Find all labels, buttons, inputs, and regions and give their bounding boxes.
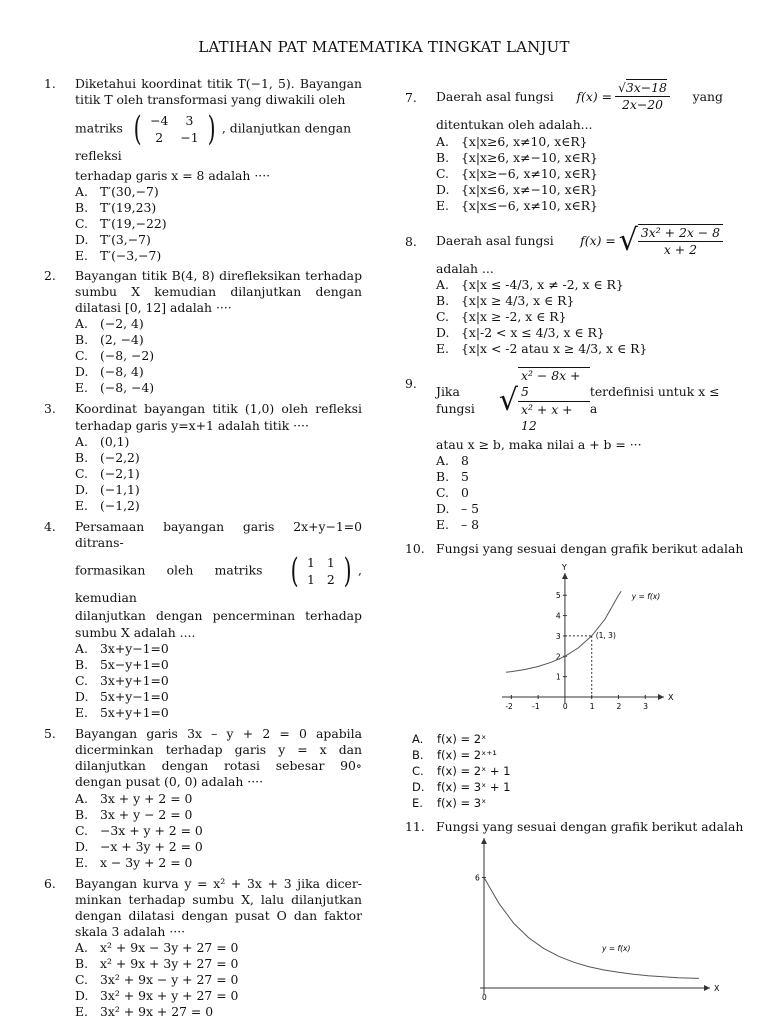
option-a <box>75 641 362 657</box>
option-e <box>75 1004 362 1020</box>
option-e <box>436 517 723 533</box>
option-letter: E. <box>75 497 88 513</box>
option-letter: E. <box>75 704 88 720</box>
option-text: x − 3y + 2 = 0 <box>100 854 193 870</box>
option-letter: B. <box>436 469 450 485</box>
option-c <box>436 485 723 501</box>
x-axis-label: X <box>668 693 674 703</box>
option-text: T′(19,23) <box>100 199 157 215</box>
option-d <box>75 689 362 705</box>
matrix: ( −4 3 2 −1 ) <box>133 109 216 150</box>
question-9: 9. Jika fungsi √ $\frac{\text{x² − 8x + 5}}{\text{x² + x + 12}}$ terdefinisi untuk x ≤ a atau x ≥ b, maka nilai a + b = ··· A. 8 B. 5 C. 0 D. – 5 E. – 8 <box>405 367 723 533</box>
option-letter: D. <box>75 688 89 704</box>
option-letter: C. <box>75 672 88 688</box>
options <box>75 184 362 264</box>
option-e <box>75 498 362 514</box>
option-c <box>412 763 723 779</box>
option-text: f(x) = 2ˣ + 1 <box>437 764 511 779</box>
option-letter: E. <box>436 517 449 533</box>
option-letter: D. <box>75 231 89 247</box>
option-letter: B. <box>412 748 424 763</box>
option-text: {x|x≥6, x≠10, x∈R} <box>461 133 588 149</box>
options <box>75 940 362 1020</box>
option-b <box>412 747 723 763</box>
graph-question-11 <box>474 838 724 1003</box>
option-letter: D. <box>75 364 89 380</box>
question-10: 10. Fungsi yang sesuai dengan grafik berikut adalah X Y -2 -1 0 1 2 3 1 2 3 4 5 (1, 3) y = f(x) A. f(x) = 2ˣ B. f(x) = 2ˣ⁺¹ C. f(x) = 2ˣ + 1 D. f(x) = 3ˣ + 1 E. f(x) = 3ˣ <box>405 541 744 811</box>
option-text: 5x+y+1=0 <box>100 704 169 720</box>
option-c <box>436 166 723 182</box>
option-b <box>436 469 723 485</box>
option-b <box>436 293 723 309</box>
option-letter: E. <box>75 854 88 870</box>
question-1: 1. Diketahui koordinat titik T(−1, 5). Bayangan titik T oleh transformasi yang diwakili oleh matriks ( −4 3 2 −1 ) , dilanjutkan dengan refleksi terhadap garis x = 8 adalah ···· A. T′(30,−7) B. T′(19,23) C. T′(19,−22) D. T′(3,−7) E. T′(−3,−7) <box>44 76 362 263</box>
options <box>436 453 723 533</box>
option-c <box>75 972 362 988</box>
y-axis-arrow <box>562 573 568 579</box>
x-tick-label: -2 <box>505 702 513 712</box>
curve <box>484 877 699 978</box>
option-text: x² + 9x − 3y + 27 = 0 <box>100 940 239 956</box>
option-text: −3x + y + 2 = 0 <box>100 822 203 838</box>
question-number: 1. <box>44 76 56 91</box>
option-letter: A. <box>75 316 88 332</box>
option-letter: D. <box>75 481 89 497</box>
option-c <box>75 823 362 839</box>
option-d <box>436 182 723 198</box>
point-label: (1, 3) <box>595 631 616 641</box>
options <box>75 791 362 871</box>
option-text: 5x+y−1=0 <box>100 688 169 704</box>
option-e <box>75 248 362 264</box>
right-column <box>405 80 744 1003</box>
option-letter: B. <box>75 806 89 822</box>
option-d <box>75 232 362 248</box>
option-text: (−8, −4) <box>100 380 155 396</box>
option-a <box>75 184 362 200</box>
y-tick-label: 3 <box>555 632 561 642</box>
option-letter: C. <box>75 465 88 481</box>
option-b <box>75 332 362 348</box>
option-e <box>75 380 362 396</box>
option-letter: B. <box>436 293 450 309</box>
option-b <box>75 807 362 823</box>
y-tick-label: 1 <box>555 673 561 683</box>
option-b <box>75 450 362 466</box>
option-e <box>436 341 723 357</box>
x-tick-label: 0 <box>562 702 568 712</box>
x-tick-label: -1 <box>532 702 540 712</box>
option-a <box>436 277 723 293</box>
option-a <box>412 731 723 747</box>
option-letter: D. <box>436 501 450 517</box>
options <box>75 316 362 396</box>
y-tick-label: 5 <box>555 591 561 601</box>
question-stem: Diketahui koordinat titik T(−1, 5). Bayangan titik T oleh transformasi yang diwakili oleh <box>75 76 362 108</box>
options <box>75 641 362 721</box>
option-letter: B. <box>75 332 89 348</box>
question-3: 3. Koordinat bayangan titik (1,0) oleh refleksi terhadap garis y=x+1 adalah titik ···· A. (0,1) B. (−2,2) C. (−2,1) D. (−1,1) E. (−1,2) <box>44 401 362 513</box>
option-letter: B. <box>75 956 89 972</box>
option-text: (−1,1) <box>100 481 140 497</box>
option-text: (−2,1) <box>100 465 140 481</box>
graph-question-10 <box>488 561 678 719</box>
option-text: (−8, −2) <box>100 348 155 364</box>
option-a <box>436 134 723 150</box>
option-d <box>75 482 362 498</box>
option-letter: C. <box>75 822 88 838</box>
option-text: −x + 3y + 2 = 0 <box>100 838 203 854</box>
option-letter: A. <box>75 433 88 449</box>
option-text: f(x) = 3ˣ + 1 <box>437 780 511 795</box>
option-letter: A. <box>436 453 449 469</box>
option-c <box>75 216 362 232</box>
option-text: 0 <box>461 485 469 501</box>
option-letter: E. <box>436 341 449 357</box>
options <box>436 277 723 357</box>
x-axis-arrow <box>658 694 664 700</box>
options <box>75 434 362 514</box>
option-letter: C. <box>75 215 88 231</box>
question-7: 7. Daerah asal fungsi f(x) = $\frac{√3x-18}{2x-20}$ yang ditentukan oleh adalah... A. {x|x≥6, x≠10, x∈R} B. {x|x≥6, x≠−10, x∈R} C. {x|x≥−6, x≠10, x∈R} D. {x|x≤6, x≠−10, x∈R} E. {x|x≤−6, x≠10, x∈R} <box>405 80 723 213</box>
option-text: 3x + y + 2 = 0 <box>100 790 193 806</box>
page-title: LATIHAN PAT MATEMATIKA TINGKAT LANJUT <box>198 38 570 56</box>
x-axis-label: X <box>714 983 720 993</box>
option-b <box>436 150 723 166</box>
left-column <box>44 76 362 1020</box>
option-a <box>75 434 362 450</box>
y-axis-arrow <box>481 838 487 844</box>
y-axis-label: Y <box>561 563 567 573</box>
option-letter: D. <box>75 988 89 1004</box>
question-4: 4. Persamaan bayangan garis 2x+y−1=0 ditrans- formasikan oleh matriks ( 1 1 1 2 ) , kemudian dilanjutkan dengan pencerminan terhadap sumbu X adalah .... A. 3x+y−1=0 B. 5x−y+1=0 C. 3x+y+1=0 D. 5x+y−1=0 E. 5x+y+1=0 <box>44 518 362 720</box>
option-c <box>75 466 362 482</box>
option-letter: E. <box>75 1004 88 1020</box>
option-letter: C. <box>436 309 449 325</box>
option-c <box>436 309 723 325</box>
option-text: 3x+y−1=0 <box>100 640 169 656</box>
option-e <box>412 795 723 811</box>
option-text: – 5 <box>461 501 480 517</box>
question-2: 2. Bayangan titik B(4, 8) direfleksikan terhadap sumbu X kemudian dilanjutkan dengan dilatasi [0, 12] adalah ···· A. (−2, 4) B. (2, −4) C. (−8, −2) D. (−8, 4) E. (−8, −4) <box>44 267 362 396</box>
option-text: {x|-2 < x ≤ 4/3, x ∈ R} <box>461 325 605 341</box>
x-axis-arrow <box>704 985 710 991</box>
option-c <box>75 673 362 689</box>
option-text: {x|x≥6, x≠−10, x∈R} <box>461 149 598 165</box>
option-text: {x|x < -2 atau x ≥ 4/3, x ∈ R} <box>461 341 648 357</box>
option-text: {x|x ≥ -2, x ∈ R} <box>461 309 567 325</box>
option-d <box>412 779 723 795</box>
option-d <box>436 501 723 517</box>
x-tick-label: 2 <box>616 702 622 712</box>
option-letter: C. <box>75 348 88 364</box>
option-letter: E. <box>436 197 449 213</box>
x-tick-label: 1 <box>589 702 595 712</box>
option-text: (0,1) <box>100 433 130 449</box>
option-letter: D. <box>75 838 89 854</box>
option-letter: B. <box>75 656 89 672</box>
option-text: {x|x≤6, x≠−10, x∈R} <box>461 181 598 197</box>
x-tick-label: 0 <box>482 992 487 1002</box>
y-tick-label: 4 <box>555 612 561 622</box>
curve-label: y = f(x) <box>631 592 661 602</box>
option-text: 3x + y − 2 = 0 <box>100 806 193 822</box>
option-text: f(x) = 2ˣ⁺¹ <box>437 748 497 763</box>
option-text: (−2,2) <box>100 449 140 465</box>
curve-label: y = f(x) <box>602 943 631 953</box>
option-letter: A. <box>436 277 449 293</box>
question-8: 8. Daerah asal fungsi f(x) = √ $\frac{\text{3x² + 2x − 8}}{x + 2}$ adalah ... A. {x|x ≤ -4/3, x ≠ -2, x ∈ R} B. {x|x ≥ 4/3, x ∈ R} C. {x|x ≥ -2, x ∈ R} D. {x|-2 < x ≤ 4/3, x ∈ R} E. {x|x < -2 atau x ≥ 4/3, x ∈ R} <box>405 224 723 358</box>
option-c <box>75 348 362 364</box>
option-letter: D. <box>412 780 425 795</box>
option-text: 5 <box>461 469 469 485</box>
option-e <box>75 855 362 871</box>
option-text: (−1,2) <box>100 497 140 513</box>
option-text: {x|x ≥ 4/3, x ∈ R} <box>461 293 575 309</box>
option-letter: A. <box>75 640 88 656</box>
y-tick-label: 2 <box>555 652 561 662</box>
matrix-line: matriks ( −4 3 2 −1 ) , dilanjutkan dengan refleksi <box>75 109 352 164</box>
option-letter: B. <box>436 149 450 165</box>
option-text: – 8 <box>461 517 480 533</box>
option-text: 3x² + 9x + y + 27 = 0 <box>100 988 239 1004</box>
option-text: T′(−3,−7) <box>100 247 162 263</box>
matrix-line: formasikan oleh matriks ( 1 1 1 2 ) , kemudian <box>75 551 362 606</box>
option-d <box>75 364 362 380</box>
option-d <box>75 988 362 1004</box>
option-letter: B. <box>75 449 89 465</box>
option-letter: D. <box>436 325 450 341</box>
option-text: f(x) = 3ˣ <box>437 796 487 811</box>
option-letter: D. <box>436 181 450 197</box>
option-letter: A. <box>412 732 424 747</box>
option-d <box>75 839 362 855</box>
option-letter: E. <box>412 796 423 811</box>
option-letter: A. <box>75 940 88 956</box>
option-letter: C. <box>412 764 424 779</box>
option-text: {x|x ≤ -4/3, x ≠ -2, x ∈ R} <box>461 277 624 293</box>
option-text: 3x+y+1=0 <box>100 672 169 688</box>
question-11: 11. Fungsi yang sesuai dengan grafik berikut adalah X 0 6 y = f(x) <box>405 819 744 1002</box>
formula: √ $\frac{\text{x² − 8x + 5}}{\text{x² + x + 12}}$ <box>499 367 590 434</box>
option-letter: A. <box>436 133 449 149</box>
option-text: 5x−y+1=0 <box>100 656 169 672</box>
option-e <box>75 705 362 721</box>
option-a <box>75 791 362 807</box>
option-letter: E. <box>75 247 88 263</box>
formula: f(x) = $\frac{√3x-18}{2x-20}$ <box>576 80 670 113</box>
option-letter: A. <box>75 183 88 199</box>
matrix: ( 1 1 1 2 ) <box>290 551 352 592</box>
option-text: 3x² + 9x + 27 = 0 <box>100 1004 214 1020</box>
option-d <box>436 325 723 341</box>
option-b <box>75 657 362 673</box>
option-text: T′(3,−7) <box>100 231 151 247</box>
option-text: x² + 9x + 3y + 27 = 0 <box>100 956 239 972</box>
option-letter: E. <box>75 380 88 396</box>
option-b <box>75 956 362 972</box>
question-6: 6. Bayangan kurva y = x² + 3x + 3 jika dicer- minkan terhadap sumbu X, lalu dilanjutkan dengan dilatasi dengan pusat O dan faktor skala 3 adalah ···· A. x² + 9x − 3y + 27 = 0 B. x² + 9x + 3y + 27 = 0 C. 3x² + 9x − y + 27 = 0 D. 3x² + 9x + y + 27 = 0 E. 3x² + 9x + 27 = 0 <box>44 875 362 1020</box>
option-a <box>75 940 362 956</box>
option-text: {x|x≥−6, x≠10, x∈R} <box>461 165 598 181</box>
option-text: T′(30,−7) <box>100 183 159 199</box>
formula: f(x) = √ $\frac{\text{3x² + 2x − 8}}{x + 2}$ <box>580 224 723 258</box>
x-tick-label: 3 <box>643 702 649 712</box>
option-e <box>436 198 723 214</box>
option-letter: B. <box>75 199 89 215</box>
option-a <box>436 453 723 469</box>
options <box>436 134 723 214</box>
option-text: T′(19,−22) <box>100 215 167 231</box>
option-letter: C. <box>436 165 449 181</box>
options <box>412 731 723 811</box>
option-text: (−2, 4) <box>100 316 144 332</box>
option-letter: C. <box>436 485 449 501</box>
option-text: (2, −4) <box>100 332 144 348</box>
option-letter: C. <box>75 972 88 988</box>
option-a <box>75 316 362 332</box>
y-tick-label: 6 <box>475 873 480 883</box>
option-text: {x|x≤−6, x≠10, x∈R} <box>461 197 598 213</box>
option-text: (−8, 4) <box>100 364 144 380</box>
option-text: 8 <box>461 453 469 469</box>
question-5: 5. Bayangan garis 3x – y + 2 = 0 apabila dicerminkan terhadap garis y = x dan dilanjutkan dengan rotasi sebesar 90∘ dengan pusat (0, 0) adalah ···· A. 3x + y + 2 = 0 B. 3x + y − 2 = 0 C. −3x + y + 2 = 0 D. −x + 3y + 2 = 0 E. x − 3y + 2 = 0 <box>44 725 362 870</box>
option-text: f(x) = 2ˣ <box>437 732 487 747</box>
option-letter: A. <box>75 790 88 806</box>
option-b <box>75 200 362 216</box>
option-text: 3x² + 9x − y + 27 = 0 <box>100 972 239 988</box>
